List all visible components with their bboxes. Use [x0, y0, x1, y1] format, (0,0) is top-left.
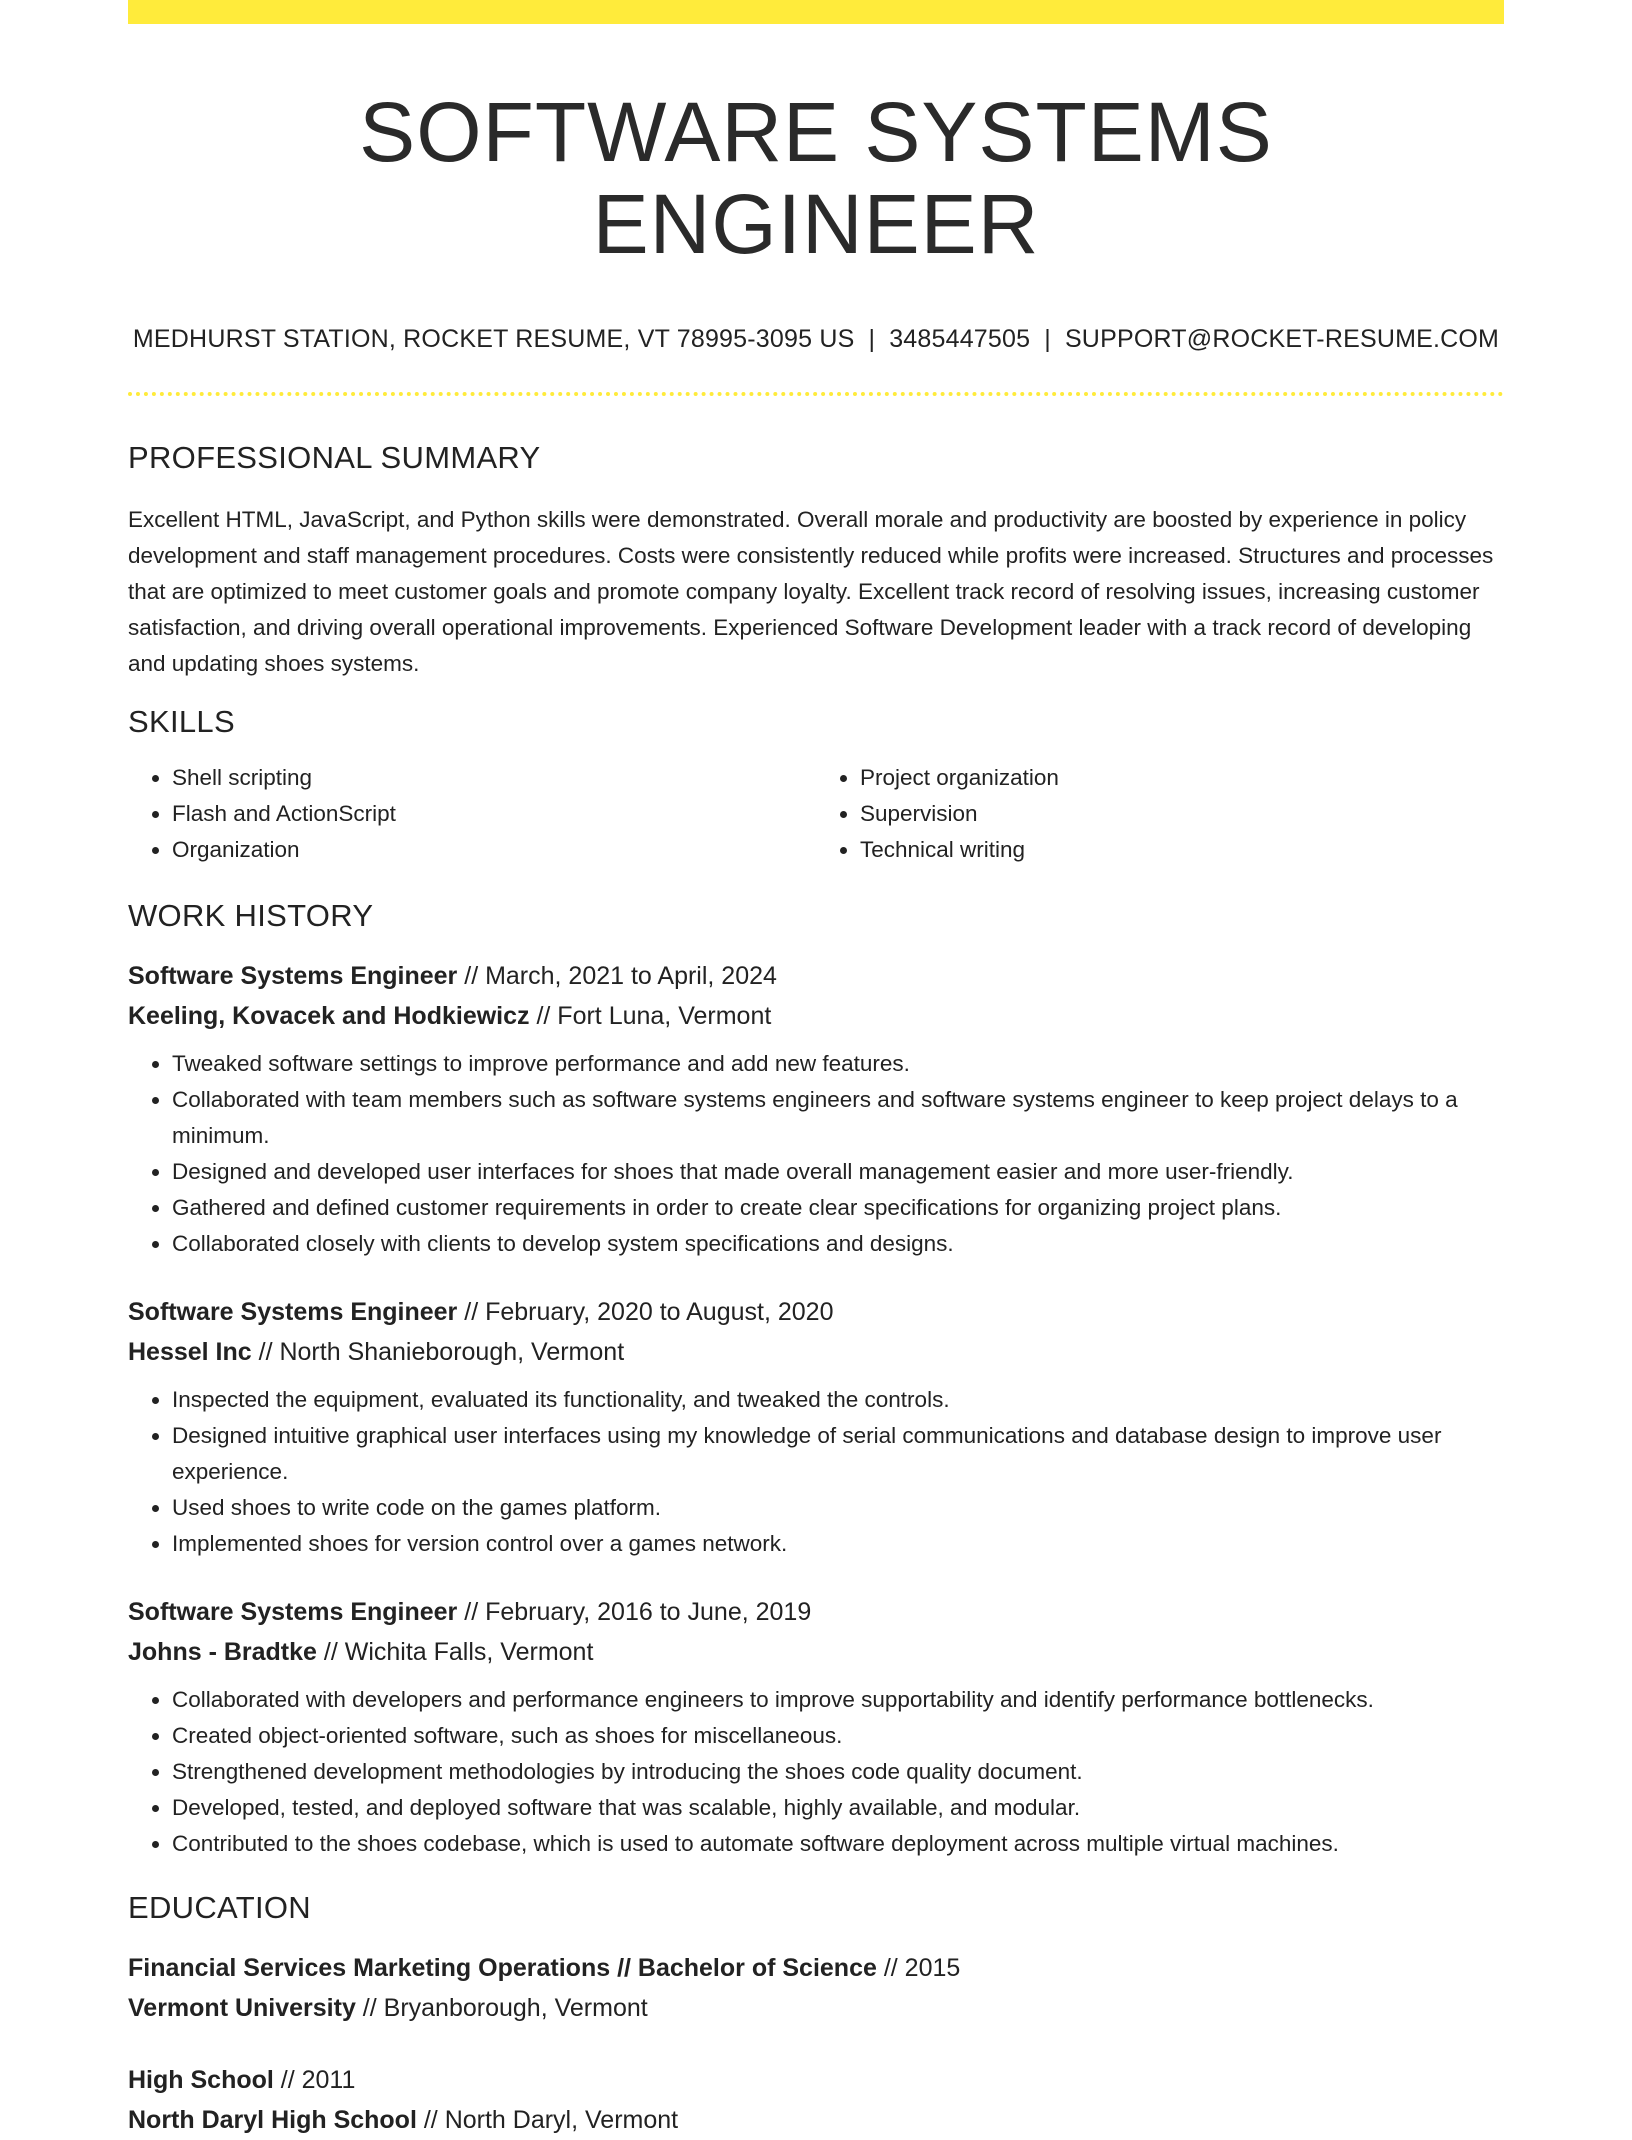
skills-heading: SKILLS — [128, 704, 235, 740]
job-company-line — [128, 1332, 1504, 1372]
education-location: // North Daryl, Vermont — [416, 2106, 679, 2135]
education-degree-line — [128, 2060, 1504, 2100]
job-bullet: • Collaborated with team members such as software systems engineers and software systems engineer to keep project delays to a minimum. — [172, 1082, 1504, 1154]
job-company: Johns - Bradtke — [128, 1638, 317, 1667]
skills-column-left — [128, 760, 816, 868]
contact-email: SUPPORT@ROCKET-RESUME.COM — [1064, 324, 1500, 353]
job-role: Software Systems Engineer — [128, 1298, 458, 1327]
contact-separator: | — [1044, 324, 1051, 353]
job-bullet: • Created object-oriented software, such as shoes for miscellaneous. — [172, 1718, 1504, 1754]
job-bullets — [128, 1682, 1504, 1862]
job-location: // Fort Luna, Vermont — [529, 1002, 772, 1031]
job-dates: // February, 2020 to August, 2020 — [457, 1298, 834, 1327]
job-company-line — [128, 996, 1504, 1036]
job-role: Software Systems Engineer — [128, 1598, 458, 1627]
job-company: Hessel Inc — [128, 1338, 252, 1367]
contact-phone: 3485447505 — [889, 324, 1031, 353]
job-bullet: • Collaborated with developers and performance engineers to improve supportability and identify performance bottlenecks. — [172, 1682, 1504, 1718]
job-bullet: • Designed and developed user interfaces for shoes that made overall management easier and more user-friendly. — [172, 1154, 1504, 1190]
contact-line — [128, 325, 1504, 354]
contact-address: MEDHURST STATION, ROCKET RESUME, VT 78995-3095 US — [132, 324, 855, 353]
skills-column-right — [816, 760, 1504, 868]
education-school-line — [128, 2100, 1504, 2140]
education-year: // 2011 — [273, 2066, 356, 2095]
job-bullet: • Tweaked software settings to improve performance and add new features. — [172, 1046, 1504, 1082]
job-entry — [128, 956, 1504, 1262]
skill-item: • Supervision — [860, 796, 1504, 832]
education-degree: High School — [128, 2066, 274, 2095]
resume-page — [128, 0, 1504, 2140]
skill-item: • Project organization — [860, 760, 1504, 796]
job-location: // Wichita Falls, Vermont — [316, 1638, 594, 1667]
education-school: Vermont University — [128, 1994, 356, 2023]
skill-item: • Organization — [172, 832, 816, 868]
skill-item: • Technical writing — [860, 832, 1504, 868]
education-location: // Bryanborough, Vermont — [355, 1994, 648, 2023]
header-divider — [128, 392, 1504, 396]
job-role: Software Systems Engineer — [128, 962, 458, 991]
job-bullet: • Inspected the equipment, evaluated its functionality, and tweaked the controls. — [172, 1382, 1504, 1418]
job-bullet: • Gathered and defined customer requirements in order to create clear specifications for organizing project plans. — [172, 1190, 1504, 1226]
job-bullet: • Used shoes to write code on the games platform. — [172, 1490, 1504, 1526]
work-history-heading: WORK HISTORY — [128, 898, 374, 934]
job-bullet: • Designed intuitive graphical user interfaces using my knowledge of serial communications and database design to improve user experience. — [172, 1418, 1504, 1490]
job-bullet: • Collaborated closely with clients to develop system specifications and designs. — [172, 1226, 1504, 1262]
skill-item: • Flash and ActionScript — [172, 796, 816, 832]
job-company-line — [128, 1632, 1504, 1672]
job-entry — [128, 1592, 1504, 1862]
education-degree-line — [128, 1948, 1504, 1988]
job-title-line — [128, 1592, 1504, 1632]
job-bullet: • Contributed to the shoes codebase, which is used to automate software deployment across multiple virtual machines. — [172, 1826, 1504, 1862]
job-bullet: • Strengthened development methodologies by introducing the shoes code quality document. — [172, 1754, 1504, 1790]
job-title-line — [128, 956, 1504, 996]
job-entry — [128, 1292, 1504, 1562]
job-bullets — [128, 1046, 1504, 1262]
job-location: // North Shanieborough, Vermont — [251, 1338, 625, 1367]
education-entry — [128, 1948, 1504, 2028]
education-heading: EDUCATION — [128, 1890, 311, 1926]
job-company: Keeling, Kovacek and Hodkiewicz — [128, 1002, 530, 1031]
education-degree: Financial Services Marketing Operations // Bachelor of Science — [128, 1954, 877, 1983]
job-dates: // February, 2016 to June, 2019 — [457, 1598, 812, 1627]
skill-item: • Shell scripting — [172, 760, 816, 796]
education-entry — [128, 2060, 1504, 2140]
top-accent-bar — [128, 0, 1504, 24]
education-school: North Daryl High School — [128, 2106, 417, 2135]
education-school-line — [128, 1988, 1504, 2028]
contact-separator: | — [868, 324, 876, 353]
job-dates: // March, 2021 to April, 2024 — [457, 962, 777, 991]
job-title-line — [128, 1292, 1504, 1332]
education-year: // 2015 — [876, 1954, 961, 1983]
job-bullet: • Developed, tested, and deployed software that was scalable, highly available, and modular. — [172, 1790, 1504, 1826]
summary-text: Excellent HTML, JavaScript, and Python skills were demonstrated. Overall morale and productivity are boosted by experience in policy development and staff management procedures. Costs were consistently reduced while profits were increased. Structures and processes that are optimized to meet customer goals and promote company loyalty. Excellent track record of resolving issues, increasing customer satisfaction, and driving overall operational improvements. Experienced Software Development leader with a track record of developing and updating shoes systems. — [128, 506, 1494, 676]
resume-name: SOFTWARE SYSTEMS ENGINEER — [359, 85, 1273, 272]
job-bullet: • Implemented shoes for version control over a games network. — [172, 1526, 1504, 1562]
job-bullets — [128, 1382, 1504, 1562]
summary-heading: PROFESSIONAL SUMMARY — [128, 439, 541, 475]
skills-list — [128, 760, 1504, 868]
